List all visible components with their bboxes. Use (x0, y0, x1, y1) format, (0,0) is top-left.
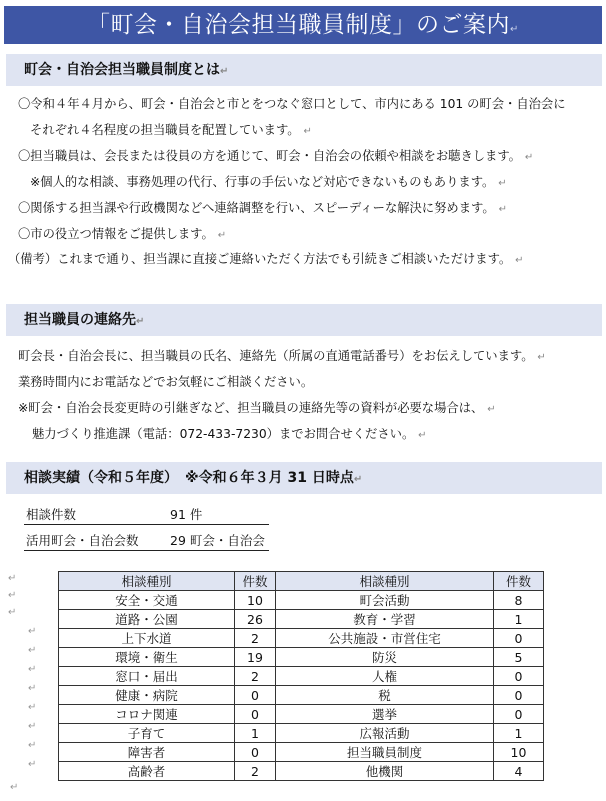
paragraph-mark: ↵ (28, 721, 37, 732)
paragraph-mark: ↵ (8, 590, 17, 601)
table-cell: 窓口・届出 (59, 667, 235, 686)
table-cell: 19 (235, 648, 276, 667)
paragraph-mark: ↵ (498, 204, 507, 215)
section-header-results: 相談実績（令和５年度） ※令和６年３月 31 日時点↵ (6, 462, 602, 494)
table-cell: 健康・病院 (59, 686, 235, 705)
paragraph-mark: ↵ (498, 178, 507, 189)
paragraph-mark: ↵ (217, 230, 227, 241)
paragraph-mark: ↵ (353, 474, 363, 485)
paragraph-mark: ↵ (8, 573, 17, 584)
about-line: 〇担当職員は、会長または役員の方を通じて、町会・自治会の依頼や相談をお聴きします。 ↵ (18, 149, 534, 163)
table-cell: 0 (494, 686, 544, 705)
table-cell: 0 (494, 667, 544, 686)
paragraph-mark: ↵ (418, 430, 427, 441)
table-row (59, 686, 544, 705)
table-cell: 8 (494, 591, 544, 610)
table-cell: 1 (494, 610, 544, 629)
table-header-cell: 相談種別 (59, 572, 235, 591)
table-cell: 税 (276, 686, 494, 705)
table-cell: 0 (235, 686, 276, 705)
paragraph-mark: ↵ (515, 255, 524, 266)
about-line: 〇市の役立つ情報をご提供します。 ↵ (18, 227, 227, 241)
table-cell: 10 (235, 591, 276, 610)
table-header-cell: 相談種別 (276, 572, 494, 591)
table-row (59, 591, 544, 610)
table-row (59, 762, 544, 781)
page-title: 「町会・自治会担当職員制度」のご案内↵ (4, 6, 602, 44)
paragraph-mark: ↵ (537, 352, 546, 363)
table-row (59, 705, 544, 724)
consultation-table (58, 571, 544, 781)
contact-line: ※町会・自治会長変更時の引継ぎなど、担当職員の連絡先等の資料が必要な場合は、 ↵ (18, 401, 496, 415)
paragraph-mark: ↵ (303, 126, 312, 137)
table-cell: 他機関 (276, 762, 494, 781)
table-header-cell: 件数 (494, 572, 544, 591)
section-header-contact: 担当職員の連絡先↵ (6, 304, 602, 336)
table-cell: 障害者 (59, 743, 235, 762)
about-line: 〇関係する担当課や行政機関などへ連絡調整を行い、スピーディーな解決に努めます。 ↵ (18, 201, 507, 215)
contact-line: 業務時間内にお電話などでお気軽にご相談ください。 (18, 375, 314, 389)
paragraph-mark: ↵ (524, 152, 534, 163)
table-cell: 0 (494, 705, 544, 724)
stat-label: 活用町会・自治会数 (26, 533, 139, 548)
stat-label: 相談件数 (26, 507, 77, 522)
table-row (59, 648, 544, 667)
contact-line: 魅力づくり推進課（電話：072-433-7230）までお問合せください。 ↵ (32, 427, 427, 441)
table-cell: 広報活動 (276, 724, 494, 743)
table-cell: 4 (494, 762, 544, 781)
table-cell: 2 (235, 629, 276, 648)
table-cell: 担当職員制度 (276, 743, 494, 762)
table-cell: 1 (494, 724, 544, 743)
table-cell: 0 (494, 629, 544, 648)
paragraph-mark: ↵ (220, 66, 229, 77)
about-line: ※個人的な相談、事務処理の代行、行事の手伝いなど対応できないものもあります。 ↵ (30, 175, 507, 189)
table-cell: 上下水道 (59, 629, 235, 648)
stat-value: 91 件 (170, 507, 203, 522)
paragraph-mark: ↵ (28, 683, 37, 694)
table-cell: 1 (235, 724, 276, 743)
table-cell: 公共施設・市営住宅 (276, 629, 494, 648)
table-cell: 選挙 (276, 705, 494, 724)
paragraph-mark: ↵ (28, 645, 37, 656)
stat-associations (24, 528, 269, 551)
paragraph-mark: ↵ (28, 740, 37, 751)
table-row (59, 667, 544, 686)
table-header-row (59, 572, 544, 591)
table-cell: 2 (235, 762, 276, 781)
table-cell: 子育て (59, 724, 235, 743)
table-cell: コロナ関連 (59, 705, 235, 724)
table-cell: 町会活動 (276, 591, 494, 610)
about-line: 〇令和４年４月から、町会・自治会と市とをつなぐ窓口として、市内にある 101 の町会・自治会に (18, 97, 566, 111)
paragraph-mark: ↵ (28, 759, 37, 770)
table-header-cell: 件数 (235, 572, 276, 591)
stat-consultations (24, 502, 269, 525)
table-cell: 0 (235, 705, 276, 724)
contact-line: 町会長・自治会長に、担当職員の氏名、連絡先（所属の直通電話番号）をお伝えしています。 ↵ (18, 349, 546, 363)
paragraph-mark: ↵ (28, 702, 37, 713)
table-cell: 環境・衛生 (59, 648, 235, 667)
table-row (59, 743, 544, 762)
paragraph-mark: ↵ (136, 316, 145, 327)
paragraph-mark: ↵ (28, 626, 37, 637)
about-line: それぞれ４名程度の担当職員を配置しています。 ↵ (30, 123, 312, 137)
table-cell: 5 (494, 648, 544, 667)
table-cell: 防災 (276, 648, 494, 667)
paragraph-mark: ↵ (510, 24, 519, 35)
table-cell: 10 (494, 743, 544, 762)
table-cell: 0 (235, 743, 276, 762)
section-header-about: 町会・自治会担当職員制度とは↵ (6, 54, 602, 86)
paragraph-mark: ↵ (28, 664, 37, 675)
about-note: （備考）これまで通り、担当課に直接ご連絡いただく方法でも引続きご相談いただけます。 ↵ (8, 252, 524, 266)
table-cell: 高齢者 (59, 762, 235, 781)
table-cell: 安全・交通 (59, 591, 235, 610)
table-cell: 26 (235, 610, 276, 629)
table-row (59, 724, 544, 743)
table-row (59, 610, 544, 629)
paragraph-mark: ↵ (10, 782, 19, 793)
table-cell: 人権 (276, 667, 494, 686)
stat-value: 29 町会・自治会 (170, 533, 265, 548)
paragraph-mark: ↵ (487, 404, 496, 415)
paragraph-mark: ↵ (8, 607, 17, 618)
table-cell: 2 (235, 667, 276, 686)
table-cell: 教育・学習 (276, 610, 494, 629)
table-cell: 道路・公園 (59, 610, 235, 629)
table-row (59, 629, 544, 648)
